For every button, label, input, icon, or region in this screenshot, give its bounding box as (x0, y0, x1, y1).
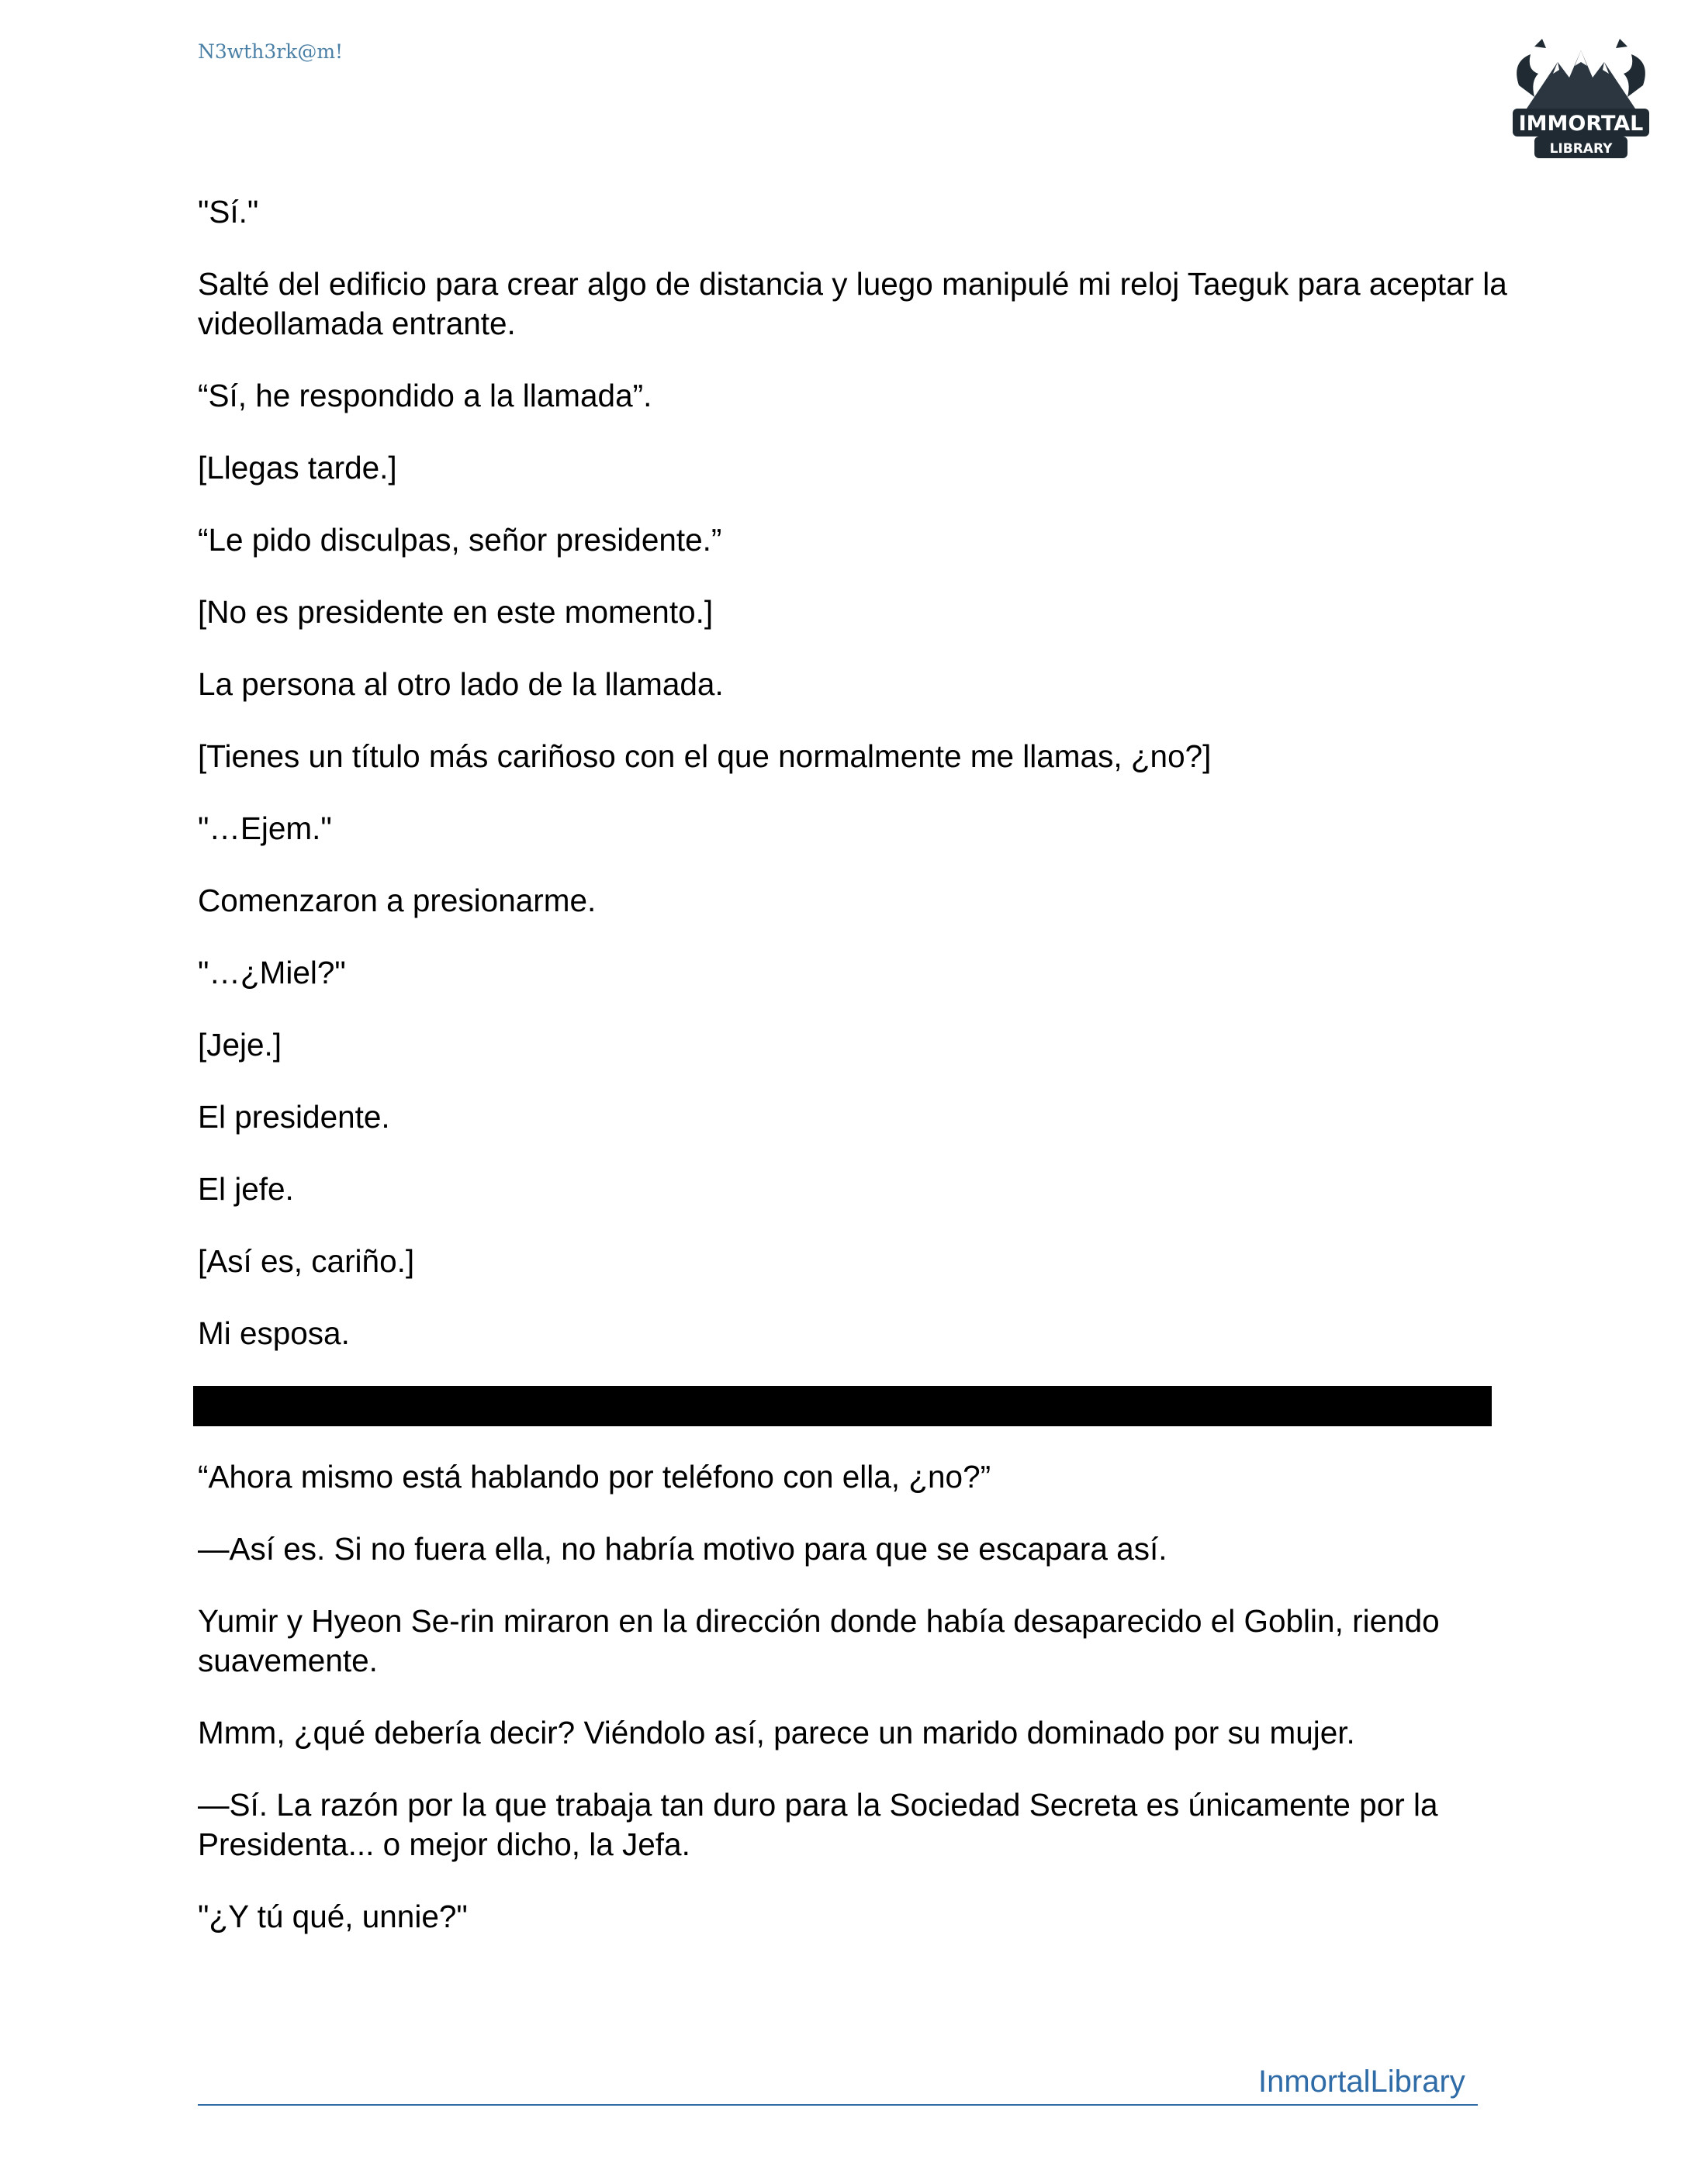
paragraph: El jefe. (198, 1171, 294, 1207)
paragraph: "…¿Miel?" (198, 955, 346, 990)
paragraph: Comenzaron a presionarme. (198, 883, 597, 918)
paragraph: El presidente. (198, 1099, 390, 1135)
paragraph: —Así es. Si no fuera ella, no habría motivo para que se escapara así. (198, 1531, 1167, 1567)
paragraph: [No es presidente en este momento.] (198, 594, 714, 630)
paragraph: [Jeje.] (198, 1027, 282, 1063)
paragraph: "Sí." (198, 194, 259, 230)
paragraph: “Le pido disculpas, señor presidente.” (198, 522, 722, 558)
paragraph: Mi esposa. (198, 1315, 350, 1351)
section-separator-bar (193, 1386, 1492, 1426)
paragraph: Yumir y Hyeon Se-rin miraron en la dirección donde había desaparecido el Goblin, riendo suavemente. (198, 1603, 1440, 1678)
chapter-body (198, 192, 1509, 1969)
footer-underline (198, 2104, 1478, 2106)
paragraph: Mmm, ¿qué debería decir? Viéndolo así, parece un marido dominado por su mujer. (198, 1715, 1355, 1750)
paragraph: La persona al otro lado de la llamada. (198, 666, 724, 702)
paragraph: "…Ejem." (198, 810, 332, 846)
paragraph: “Sí, he respondido a la llamada”. (198, 378, 652, 413)
logo-title: IMMORTAL (1518, 112, 1644, 136)
logo-subtitle: LIBRARY (1549, 141, 1613, 157)
paragraph: —Sí. La razón por la que trabaja tan duro para la Sociedad Secreta es únicamente por la Presidenta... o mejor dicho, la Jefa. (198, 1787, 1438, 1862)
paragraph: "¿Y tú qué, unnie?" (198, 1899, 468, 1934)
paragraph: [Tienes un título más cariñoso con el que normalmente me llamas, ¿no?] (198, 738, 1212, 774)
paragraph: “Ahora mismo está hablando por teléfono con ella, ¿no?” (198, 1459, 991, 1495)
paragraph: [Llegas tarde.] (198, 450, 397, 486)
footer-library-link[interactable]: InmortalLibrary (1258, 2065, 1465, 2099)
immortal-library-logo (1503, 31, 1659, 171)
paragraph: [Así es, cariño.] (198, 1243, 415, 1279)
watermark-text: N3wth3rk@m! (198, 40, 344, 63)
paragraph: Salté del edificio para crear algo de distancia y luego manipulé mi reloj Taeguk para aceptar la videollamada entrante. (198, 266, 1507, 341)
